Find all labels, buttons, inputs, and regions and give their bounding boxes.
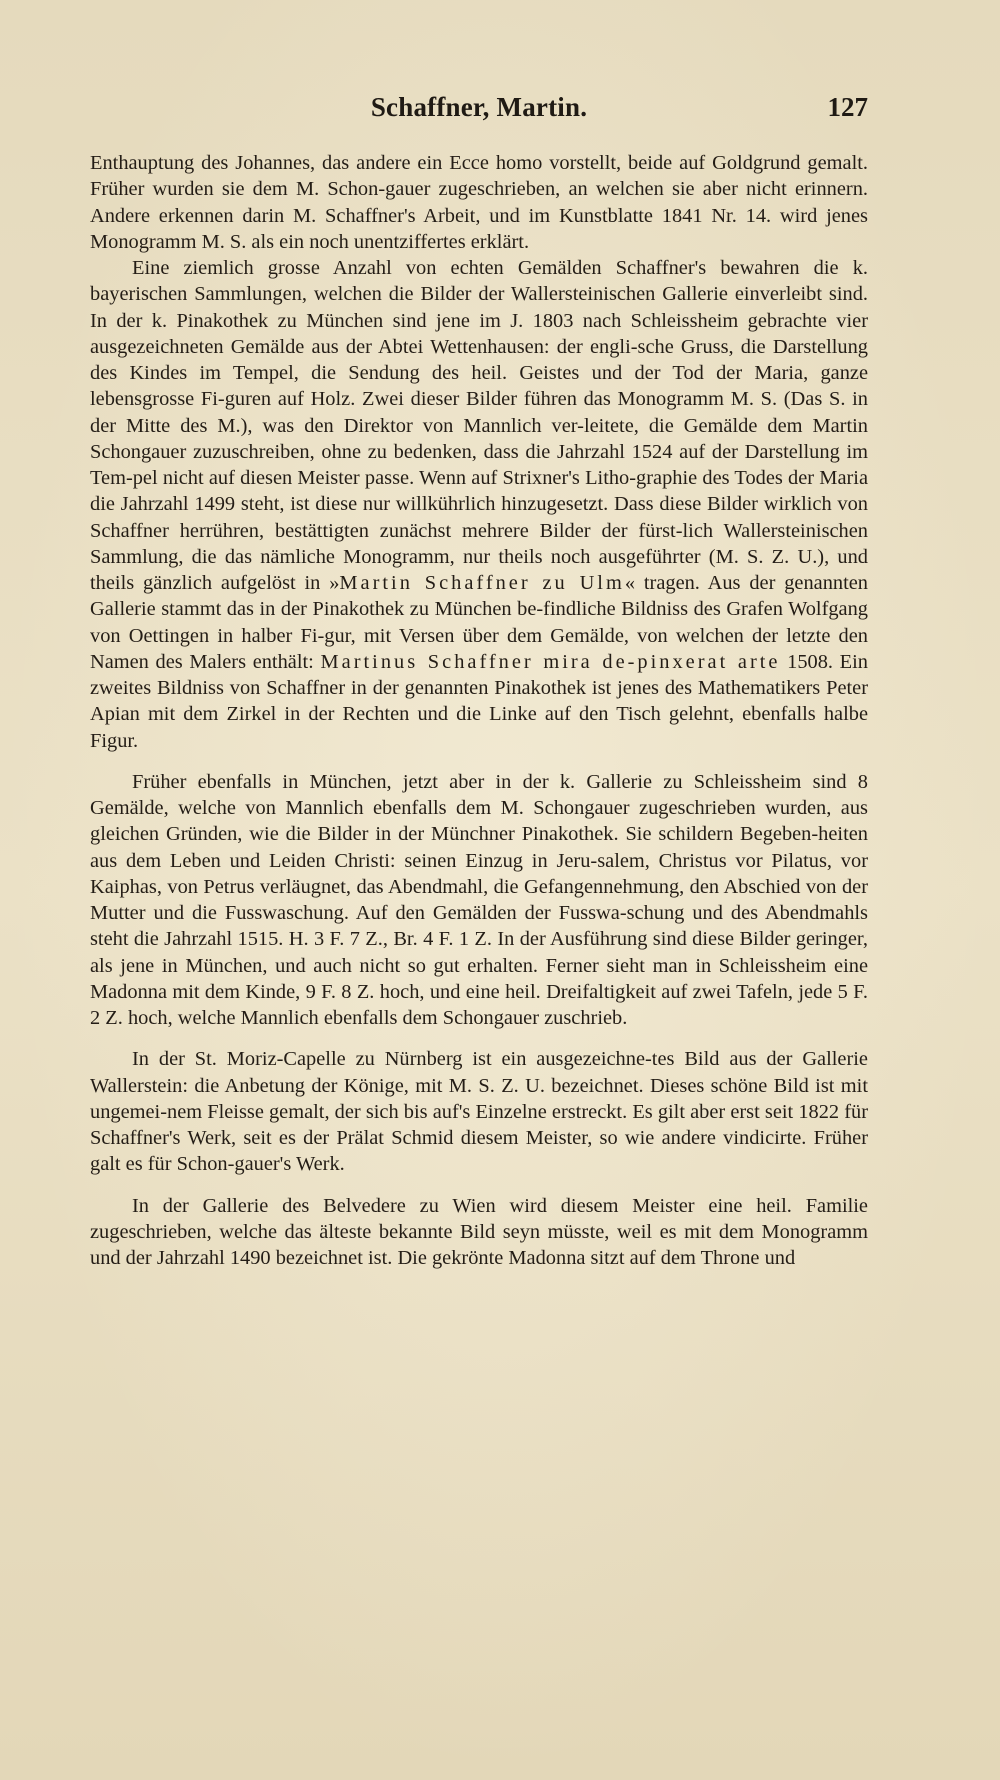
paragraph-4: In der St. Moriz-Capelle zu Nürnberg ist ein ausgezeichne-tes Bild aus der Gallerie Wallerstein: die Anbetung der Könige, mit M. S. Z. U. bezeichnet. Dieses schöne Bild ist mit ungemei-nem Fleisse gemalt, der sich bis auf's Einzelne erstreckt. Es gilt aber erst seit 1822 für Schaffner's Werk, seit es der Prälat Schmid diesem Meister, so wie andere vindicirte. Früher galt es für Schon-gauer's Werk. <box>90 1048 868 1176</box>
body-text <box>90 150 868 1271</box>
paragraph-2 <box>90 255 868 754</box>
paragraph-2-text-2: « tragen. Aus der genannten Gallerie stammt das in der Pinakothek zu München be-findliche Bildniss des Grafen Wolfgang von Oettingen in halber Fi-gur, mit Versen über dem Gemälde, von welchen der letzte den Namen des Malers enthält: <box>90 572 868 673</box>
running-title: Schaffner, Martin. <box>370 92 588 122</box>
spaced-signature-1: Martin Schaffner zu Ulm <box>339 572 625 594</box>
paragraph-1: Enthauptung des Johannes, das andere ein Ecce homo vorstellt, beide auf Goldgrund gemalt. Früher wurden sie dem M. Schon-gauer zugeschrieben, an welchen sie aber nicht erinnern. Andere erkennen darin M. Schaffner's Arbeit, und im Kunstblatte 1841 Nr. 14. wird jenes Monogramm M. S. als ein noch unentziffertes erklärt. <box>90 152 868 253</box>
paragraph-5: In der Gallerie des Belvedere zu Wien wird diesem Meister eine heil. Familie zugeschrieben, welche das älteste bekannte Bild seyn müsste, weil es mit dem Monogramm und der Jahrzahl 1490 bezeichnet ist. Die gekrönte Madonna sitzt auf dem Throne und <box>90 1194 868 1269</box>
paragraph-2-text-3: 1508. Ein zweites Bildniss von Schaffner in der genannten Pinakothek ist jenes des Mathematikers Peter Apian mit dem Zirkel in der Rechten und die Linke auf den Tisch gelehnt, ebenfalls halbe Figur. <box>90 650 868 752</box>
page-number: 127 <box>827 92 868 122</box>
page-header <box>90 92 868 126</box>
paragraph-2-text-1: Eine ziemlich grosse Anzahl von echten Gemälden Schaffner's bewahren die k. bayerischen Sammlungen, welchen die Bilder der Wallersteinischen Gallerie einverleibt sind. In der k. Pinakothek zu München sind jene im J. 1803 nach Schleissheim gebrachte vier ausgezeichneten Gemälde aus der Abtei Wettenhausen: der engli-sche Gruss, die Darstellung des Kindes im Tempel, die Sendung des heil. Geistes und der Tod der Maria, ganze lebensgrosse Fi-guren auf Holz. Zwei dieser Bilder führen das Monogramm M. S. (Das S. in der Mitte des M.), was den Direktor von Mannlich ver-leitete, die Gemälde dem Martin Schongauer zuzuschreiben, ohne zu bedenken, dass die Jahrzahl 1524 auf der Darstellung im Tem-pel nicht auf diesen Meister passe. Wenn auf Strixner's Litho-graphie des Todes der Maria die Jahrzahl 1499 steht, ist diese nur willkührlich hinzugesetzt. Dass diese Bilder wirklich von Schaffner herrühren, bestättigten zunächst mehrere Bilder der fürst-lich Wallersteinischen Sammlung, die das nämliche Monogramm, nur theils noch ausgeführter (M. S. Z. U.), und theils gänzlich aufgelöst in » <box>90 257 868 594</box>
paragraph-3: Früher ebenfalls in München, jetzt aber in der k. Gallerie zu Schleissheim sind 8 Gemälde, welche von Mannlich ebenfalls dem M. Schongauer zugeschrieben wurden, aus gleichen Gründen, wie die Bilder in der Münchner Pinakothek. Sie schildern Begeben-heiten aus dem Leben und Leiden Christi: seinen Einzug in Jeru-salem, Christus vor Pilatus, vor Kaiphas, von Petrus verläugnet, das Abendmahl, die Gefangennehmung, den Abschied von der Mutter und die Fusswaschung. Auf den Gemälden der Fusswa-schung und des Abendmahls steht die Jahrzahl 1515. H. 3 F. 7 Z., Br. 4 F. 1 Z. In der Ausführung sind diese Bilder geringer, als jene in München, und auch nicht so gut erhalten. Ferner sieht man in Schleissheim eine Madonna mit dem Kinde, 9 F. 8 Z. hoch, und eine heil. Dreifaltigkeit auf zwei Tafeln, jede 5 F. 2 Z. hoch, welche Mannlich ebenfalls dem Schongauer zuschrieb. <box>90 770 868 1029</box>
spaced-signature-2: Martinus Schaffner mira de-pinxerat arte <box>320 650 781 673</box>
